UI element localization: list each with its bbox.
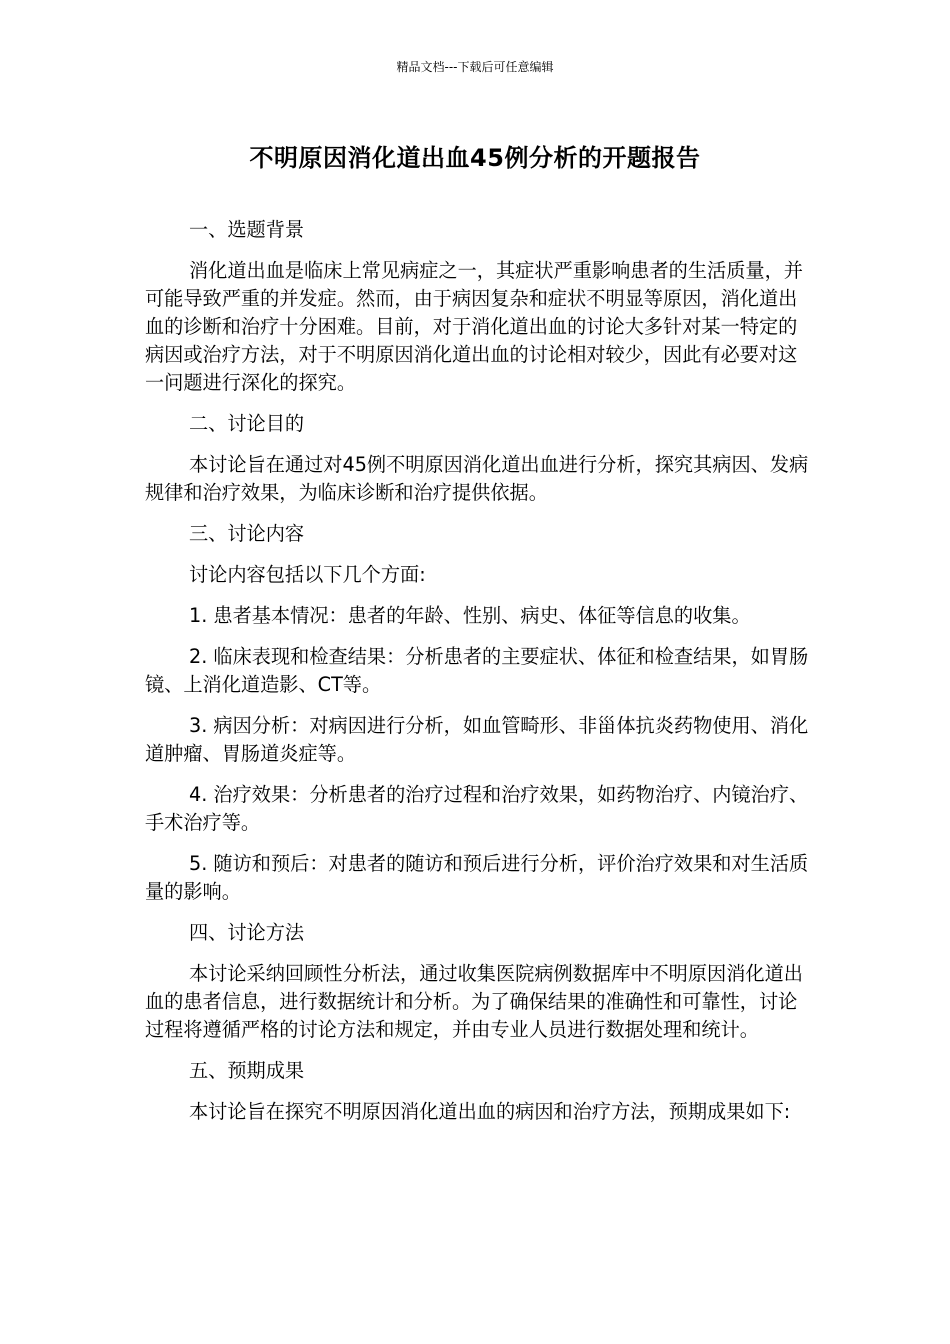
- header-note: 精品文档---下载后可任意编辑: [396, 60, 554, 74]
- document-title: 不明原因消化道出血45例分析的开题报告: [249, 144, 701, 172]
- paragraph-outcomes: 本讨论旨在探究不明原因消化道出血的病因和治疗方法，预期成果如下:: [189, 1100, 791, 1123]
- section-heading-purpose: 二、讨论目的: [189, 412, 305, 435]
- list-item: 1. 患者基本情况：患者的年龄、性别、病史、体征等信息的收集。: [189, 604, 751, 627]
- section-heading-background: 一、选题背景: [189, 218, 305, 241]
- document-body: [145, 216, 813, 1139]
- section-heading-outcomes: 五、预期成果: [189, 1059, 305, 1082]
- paragraph-purpose: 本讨论旨在通过对45例不明原因消化道出血进行分析，探究其病因、发病规律和治疗效果，为临床诊断和治疗提供依据。: [145, 453, 809, 504]
- list-item: 4. 治疗效果：分析患者的治疗过程和治疗效果，如药物治疗、内镜治疗、手术治疗等。: [145, 783, 809, 834]
- section-heading-content: 三、讨论内容: [189, 522, 305, 545]
- paragraph-method: 本讨论采纳回顾性分析法，通过收集医院病例数据库中不明原因消化道出血的患者信息，进行数据统计和分析。为了确保结果的准确性和可靠性，讨论过程将遵循严格的讨论方法和规定，并由专业人员进行数据处理和统计。: [145, 962, 803, 1041]
- paragraph-background: 消化道出血是临床上常见病症之一，其症状严重影响患者的生活质量，并可能导致严重的并发症。然而，由于病因复杂和症状不明显等原因，消化道出血的诊断和治疗十分困难。目前，对于消化道出血的讨论大多针对某一特定的病因或治疗方法，对于不明原因消化道出血的讨论相对较少，因此有必要对这一问题进行深化的探究。: [145, 259, 803, 394]
- list-item: 3. 病因分析：对病因进行分析，如血管畸形、非甾体抗炎药物使用、消化道肿瘤、胃肠道炎症等。: [145, 714, 809, 765]
- list-item: 5. 随访和预后：对患者的随访和预后进行分析，评价治疗效果和对生活质量的影响。: [145, 852, 809, 903]
- list-item: 2. 临床表现和检查结果：分析患者的主要症状、体征和检查结果，如胃肠镜、上消化道造影、CT等。: [145, 645, 809, 696]
- section-heading-method: 四、讨论方法: [189, 921, 305, 944]
- paragraph-content-intro: 讨论内容包括以下几个方面:: [189, 563, 426, 586]
